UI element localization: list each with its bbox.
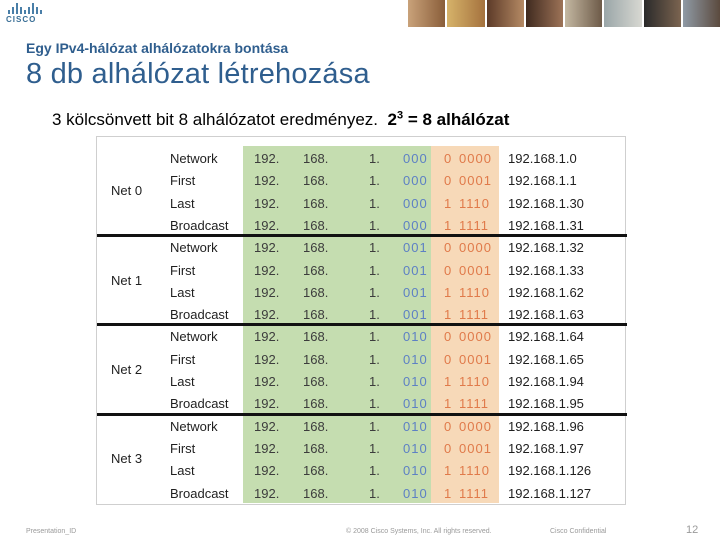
- footer-confidential: Cisco Confidential: [550, 528, 607, 535]
- octet-3: 1.: [369, 329, 380, 345]
- ip-address: 192.168.1.1: [508, 173, 577, 189]
- net-label: Net 0: [111, 183, 143, 199]
- octet-2: 168.: [303, 151, 329, 166]
- host-bit-high: 1: [444, 374, 452, 389]
- table-row: [97, 326, 627, 348]
- row-label: Broadcast: [170, 217, 229, 233]
- row-label: First: [170, 173, 196, 189]
- host-bit-high: 1: [444, 396, 452, 412]
- host-bit-high: 0: [444, 329, 452, 345]
- cisco-bars-icon: [6, 3, 44, 14]
- row-label: Last: [170, 195, 195, 211]
- bullet-text: 3 kölcsönvett bit 8 alhálózatot eredményez.: [52, 110, 379, 129]
- row-label: First: [170, 440, 196, 456]
- octet-2: 168.: [303, 217, 329, 233]
- footer-copyright: © 2008 Cisco Systems, Inc. All rights reserved.: [346, 528, 492, 535]
- host-bits: 1110: [459, 195, 490, 211]
- row-label: Broadcast: [170, 485, 229, 501]
- formula-exponent: 3: [396, 109, 404, 122]
- octet-3: 1.: [369, 262, 380, 278]
- table-row: [97, 237, 627, 259]
- subnet-bits: 000: [403, 173, 428, 189]
- subnet-table: [96, 136, 626, 505]
- octet-2: 168.: [303, 351, 329, 367]
- table-row: [97, 483, 627, 505]
- octet-1: 192.: [254, 151, 280, 166]
- host-bit-high: 0: [444, 262, 452, 278]
- octet-1: 192.: [254, 396, 280, 412]
- octet-2: 168.: [303, 262, 329, 278]
- ip-address: 192.168.1.95: [508, 396, 584, 412]
- net-label: Net 1: [111, 272, 143, 288]
- octet-3: 1.: [369, 418, 380, 434]
- subnet-bits: 000: [403, 151, 428, 166]
- table-row: [97, 416, 627, 438]
- ip-address: 192.168.1.127: [508, 485, 592, 501]
- host-bit-high: 0: [444, 418, 452, 434]
- ip-address: 192.168.1.65: [508, 351, 584, 367]
- ip-address: 192.168.1.30: [508, 195, 584, 211]
- octet-2: 168.: [303, 440, 329, 456]
- host-bits: 1111: [459, 485, 490, 501]
- octet-1: 192.: [254, 240, 280, 256]
- subnet-bits: 010: [403, 329, 428, 345]
- formula-result: = 8 alhálózat: [407, 110, 510, 129]
- row-label: Broadcast: [170, 307, 229, 323]
- table-row: [97, 438, 627, 460]
- octet-2: 168.: [303, 284, 329, 300]
- row-label: Last: [170, 374, 195, 389]
- subnet-bits: 010: [403, 485, 428, 501]
- net-label: Net 3: [111, 451, 143, 467]
- host-bits: 0000: [459, 240, 492, 256]
- octet-1: 192.: [254, 485, 280, 501]
- ip-address: 192.168.1.64: [508, 329, 584, 345]
- host-bit-high: 1: [444, 463, 452, 479]
- row-label: Last: [170, 463, 195, 479]
- octet-1: 192.: [254, 440, 280, 456]
- table-row: [97, 260, 627, 282]
- host-bits: 0001: [459, 262, 492, 278]
- host-bits: 0001: [459, 440, 492, 456]
- host-bit-high: 1: [444, 195, 452, 211]
- host-bits: 0000: [459, 151, 492, 166]
- octet-2: 168.: [303, 240, 329, 256]
- page-number: 12: [686, 524, 699, 536]
- row-label: Network: [170, 329, 218, 345]
- host-bits: 0000: [459, 418, 492, 434]
- octet-3: 1.: [369, 374, 380, 389]
- octet-1: 192.: [254, 418, 280, 434]
- octet-2: 168.: [303, 195, 329, 211]
- octet-1: 192.: [254, 307, 280, 323]
- octet-2: 168.: [303, 485, 329, 501]
- formula-base: 2: [387, 110, 397, 129]
- octet-3: 1.: [369, 485, 380, 501]
- host-bit-high: 0: [444, 151, 452, 166]
- table-row: [97, 460, 627, 482]
- subnet-bits: 010: [403, 440, 428, 456]
- ip-address: 192.168.1.33: [508, 262, 584, 278]
- ip-address: 192.168.1.126: [508, 463, 592, 479]
- host-bit-high: 0: [444, 351, 452, 367]
- row-label: Last: [170, 284, 195, 300]
- octet-1: 192.: [254, 195, 280, 211]
- subnet-bits: 001: [403, 240, 428, 256]
- host-bits: 1110: [459, 284, 490, 300]
- subnet-bits: 010: [403, 463, 428, 479]
- row-label: Network: [170, 240, 218, 256]
- table-row: [97, 282, 627, 304]
- host-bit-high: 0: [444, 173, 452, 189]
- ip-address: 192.168.1.63: [508, 307, 584, 323]
- table-row: [97, 349, 627, 371]
- table-row: [97, 170, 627, 192]
- octet-2: 168.: [303, 396, 329, 412]
- subnet-bits: 001: [403, 284, 428, 300]
- octet-2: 168.: [303, 374, 329, 389]
- host-bits: 1111: [459, 307, 490, 323]
- host-bits: 1110: [459, 463, 490, 479]
- host-bit-high: 1: [444, 217, 452, 233]
- host-bit-high: 1: [444, 284, 452, 300]
- row-label: Network: [170, 151, 218, 166]
- octet-2: 168.: [303, 463, 329, 479]
- octet-2: 168.: [303, 418, 329, 434]
- host-bits: 0001: [459, 173, 492, 189]
- octet-3: 1.: [369, 440, 380, 456]
- row-label: Broadcast: [170, 396, 229, 412]
- octet-1: 192.: [254, 217, 280, 233]
- bullet-formula: [387, 110, 509, 129]
- subnet-bits: 010: [403, 418, 428, 434]
- subnet-bits: 010: [403, 374, 428, 389]
- slide-title: 8 db alhálózat létrehozása: [26, 58, 370, 90]
- host-bits: 0000: [459, 329, 492, 345]
- ip-address: 192.168.1.31: [508, 217, 584, 233]
- ip-address: 192.168.1.97: [508, 440, 584, 456]
- subnet-bits: 000: [403, 195, 428, 211]
- subnet-bits: 010: [403, 396, 428, 412]
- subnet-bits: 010: [403, 351, 428, 367]
- host-bit-high: 0: [444, 440, 452, 456]
- octet-3: 1.: [369, 240, 380, 256]
- octet-1: 192.: [254, 374, 280, 389]
- octet-2: 168.: [303, 307, 329, 323]
- octet-3: 1.: [369, 463, 380, 479]
- octet-1: 192.: [254, 463, 280, 479]
- row-label: First: [170, 262, 196, 278]
- ip-address: 192.168.1.62: [508, 284, 584, 300]
- host-bit-high: 1: [444, 307, 452, 323]
- ip-address: 192.168.1.32: [508, 240, 584, 256]
- octet-3: 1.: [369, 217, 380, 233]
- octet-3: 1.: [369, 173, 380, 189]
- host-bit-high: 1: [444, 485, 452, 501]
- ip-address: 192.168.1.96: [508, 418, 584, 434]
- table-row: [97, 148, 627, 170]
- footer-presentation-id: Presentation_ID: [26, 528, 77, 535]
- cisco-logo: [6, 3, 44, 25]
- octet-1: 192.: [254, 329, 280, 345]
- net-label: Net 2: [111, 361, 143, 377]
- octet-3: 1.: [369, 351, 380, 367]
- people-photo-strip: [408, 0, 720, 27]
- octet-3: 1.: [369, 284, 380, 300]
- octet-3: 1.: [369, 151, 380, 166]
- octet-2: 168.: [303, 173, 329, 189]
- row-label: First: [170, 351, 196, 367]
- octet-3: 1.: [369, 195, 380, 211]
- octet-3: 1.: [369, 307, 380, 323]
- host-bits: 1110: [459, 374, 490, 389]
- bullet-point: [52, 110, 509, 130]
- host-bit-high: 0: [444, 240, 452, 256]
- octet-1: 192.: [254, 173, 280, 189]
- octet-1: 192.: [254, 284, 280, 300]
- subnet-bits: 001: [403, 307, 428, 323]
- subnet-bits: 001: [403, 262, 428, 278]
- cisco-wordmark: CISCO: [6, 15, 37, 24]
- octet-1: 192.: [254, 262, 280, 278]
- table-row: [97, 193, 627, 215]
- slide-subtitle: Egy IPv4-hálózat alhálózatokra bontása: [26, 40, 289, 56]
- ip-address: 192.168.1.94: [508, 374, 584, 389]
- table-row: [97, 371, 627, 393]
- octet-1: 192.: [254, 351, 280, 367]
- host-bits: 1111: [459, 217, 490, 233]
- host-bits: 1111: [459, 396, 490, 412]
- ip-address: 192.168.1.0: [508, 151, 577, 166]
- subnet-bits: 000: [403, 217, 428, 233]
- header-band: [0, 0, 720, 28]
- host-bits: 0001: [459, 351, 492, 367]
- octet-2: 168.: [303, 329, 329, 345]
- row-label: Network: [170, 418, 218, 434]
- octet-3: 1.: [369, 396, 380, 412]
